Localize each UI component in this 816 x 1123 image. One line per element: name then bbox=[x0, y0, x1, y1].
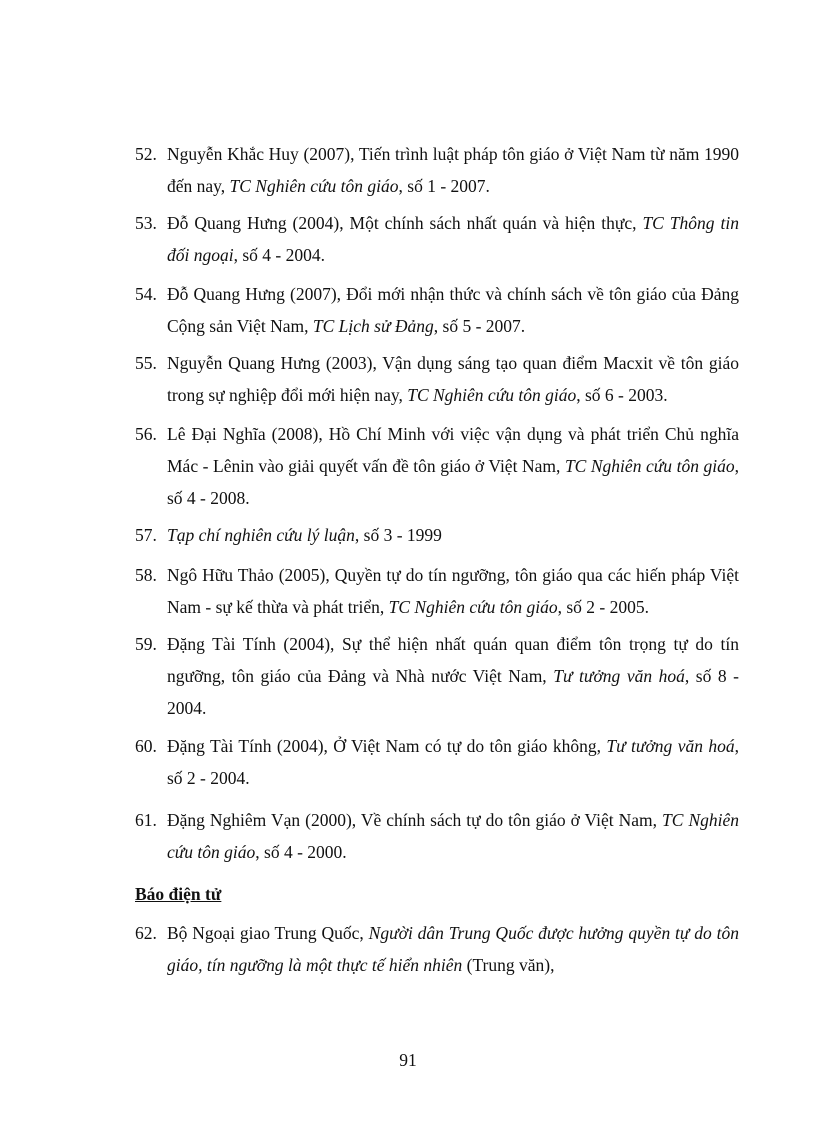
reference-number: 52. bbox=[135, 144, 157, 164]
reference-source: TC Nghiên cứu tôn giáo bbox=[564, 456, 735, 476]
reference-text: Đặng Tài Tính (2004), Sự thể hiện nhất quán quan điểm tôn trọng tự do tín ngưỡng, tôn giáo của Đảng và Nhà nước Việt Nam, bbox=[167, 634, 739, 686]
reference-text: Ngô Hữu Thảo (2005), Quyền tự do tín ngưỡng, tôn giáo qua các hiến pháp Việt Nam - sự kế thừa và phát triển, bbox=[167, 565, 739, 617]
reference-text: Nguyễn Quang Hưng (2003), Vận dụng sáng tạo quan điểm Macxit về tôn giáo trong sự nghiệp đổi mới hiện nay, bbox=[167, 353, 739, 405]
reference-61 bbox=[135, 804, 739, 868]
reference-number: 57. bbox=[135, 525, 157, 545]
reference-58 bbox=[135, 559, 739, 623]
reference-source: Tạp chí nghiên cứu lý luận bbox=[167, 525, 355, 545]
reference-text: Đỗ Quang Hưng (2004), Một chính sách nhất quán và hiện thực, bbox=[167, 213, 643, 233]
reference-text: Đỗ Quang Hưng (2007), Đổi mới nhận thức và chính sách về tôn giáo của Đảng Cộng sản Việt Nam, bbox=[167, 284, 739, 336]
reference-number: 62. bbox=[135, 923, 157, 943]
reference-number: 61. bbox=[135, 810, 157, 830]
reference-53 bbox=[135, 207, 739, 271]
reference-57 bbox=[135, 519, 739, 551]
reference-issue: , số 4 - 2004. bbox=[233, 245, 325, 265]
reference-source: TC Thông tin đối ngoại bbox=[167, 213, 739, 265]
reference-issue: , số 3 - 1999 bbox=[354, 525, 442, 545]
reference-source: Tư tưởng văn hoá bbox=[553, 666, 685, 686]
reference-source: Người dân Trung Quốc được hưởng quyền tự do tôn giáo, tín ngưỡng là một thực tế hiển nhiên bbox=[167, 923, 739, 975]
reference-number: 59. bbox=[135, 634, 157, 654]
reference-source: TC Nghiên cứu tôn giáo bbox=[407, 385, 577, 405]
page-number: 91 bbox=[399, 1050, 417, 1070]
reference-issue: , số 6 - 2003. bbox=[576, 385, 668, 405]
reference-number: 53. bbox=[135, 213, 157, 233]
reference-text: Đặng Tài Tính (2004), Ở Việt Nam có tự do tôn giáo không, bbox=[167, 736, 607, 756]
reference-issue: , số 5 - 2007. bbox=[433, 316, 526, 336]
reference-issue: , số 2 - 2005. bbox=[557, 597, 650, 617]
reference-source: TC Nghiên cứu tôn giáo bbox=[229, 176, 399, 196]
reference-52 bbox=[135, 138, 739, 202]
reference-60 bbox=[135, 730, 739, 794]
reference-number: 60. bbox=[135, 736, 157, 756]
reference-source: TC Nghiên cứu tôn giáo bbox=[167, 810, 739, 862]
reference-59 bbox=[135, 628, 739, 724]
reference-text: Nguyễn Khắc Huy (2007), Tiến trình luật pháp tôn giáo ở Việt Nam từ năm 1990 đến nay, bbox=[167, 144, 739, 196]
reference-issue: , số 2 - 2004. bbox=[167, 736, 739, 788]
reference-issue: , số 8 - 2004. bbox=[167, 666, 740, 718]
reference-source: TC Lịch sử Đảng bbox=[312, 316, 434, 336]
reference-number: 54. bbox=[135, 284, 157, 304]
reference-62 bbox=[135, 917, 739, 981]
reference-56 bbox=[135, 418, 739, 514]
reference-text: Bộ Ngoại giao Trung Quốc, bbox=[167, 923, 369, 943]
reference-issue: , số 4 - 2008. bbox=[167, 456, 739, 508]
reference-55 bbox=[135, 347, 739, 411]
reference-number: 55. bbox=[135, 353, 157, 373]
reference-source: TC Nghiên cứu tôn giáo bbox=[388, 597, 558, 617]
reference-issue: (Trung văn), bbox=[462, 955, 555, 975]
reference-issue: , số 4 - 2000. bbox=[255, 842, 347, 862]
reference-source: Tư tưởng văn hoá bbox=[606, 736, 735, 756]
reference-text: Đặng Nghiêm Vạn (2000), Về chính sách tự do tôn giáo ở Việt Nam, bbox=[167, 810, 663, 830]
reference-54 bbox=[135, 278, 739, 342]
reference-number: 56. bbox=[135, 424, 157, 444]
section-heading: Báo điện tử bbox=[135, 884, 222, 904]
reference-number: 58. bbox=[135, 565, 157, 585]
reference-issue: , số 1 - 2007. bbox=[398, 176, 490, 196]
reference-text: Lê Đại Nghĩa (2008), Hồ Chí Minh với việc vận dụng và phát triển Chủ nghĩa Mác - Lênin vào giải quyết vấn đề tôn giáo ở Việt Nam, bbox=[167, 424, 739, 476]
